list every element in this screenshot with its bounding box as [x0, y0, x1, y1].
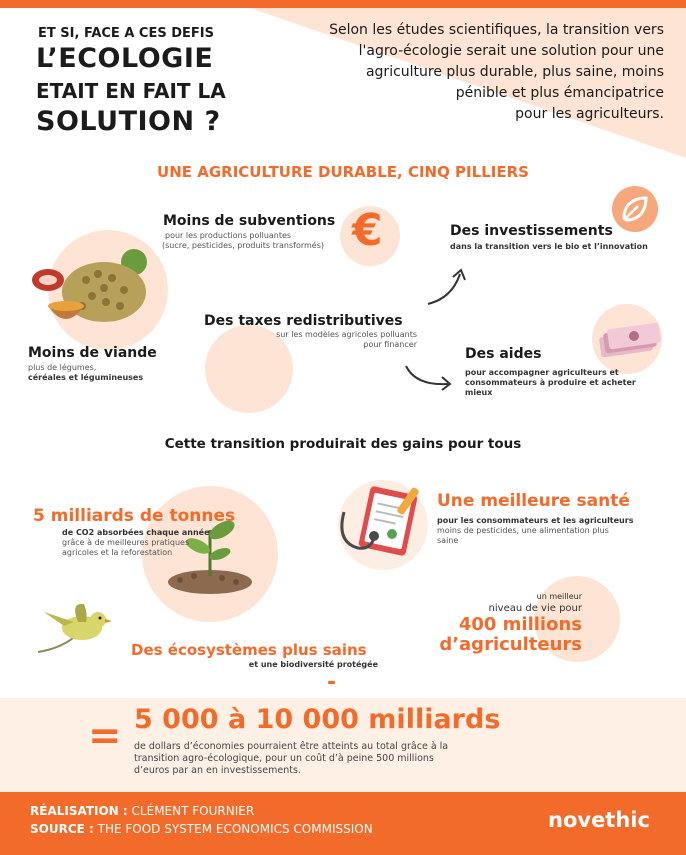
realisation-value: CLÉMENT FOURNIER: [131, 804, 255, 818]
header-intro: [264, 20, 664, 125]
sante-line3: saine: [437, 536, 459, 545]
realisation-label: RÉALISATION :: [30, 804, 128, 818]
header-title-line1: L’ECOLOGIE: [36, 43, 214, 74]
source-label: SOURCE :: [30, 822, 94, 836]
co2-line2: grâce à de meilleures pratiques: [62, 538, 190, 547]
sante-line1: pour les consommateurs et les agriculteurs: [437, 516, 634, 525]
header-title-line2: ETAIT EN FAIT LA: [36, 79, 226, 103]
total-amount: 5 000 à 10 000 milliards: [134, 704, 501, 735]
viande-line2: céréales et légumineuses: [28, 373, 144, 382]
total-line: d’euros par an en investissements.: [134, 765, 301, 776]
aides-line1: pour accompagner agriculteurs et: [465, 368, 619, 377]
header-kicker: ET SI, FACE A CES DEFIS: [38, 26, 214, 41]
total-line: de dollars d’économies pourraient être atteints au total grâce à la: [134, 741, 449, 752]
niveau-line1: un meilleur: [536, 592, 582, 601]
sante-title: Une meilleure santé: [437, 491, 630, 511]
investissements-line1: dans la transition vers le bio et l’innovation: [450, 242, 648, 251]
taxes-line2: pour financer: [363, 340, 417, 349]
subventions-line1: pour les productions polluantes: [165, 231, 292, 240]
novethic-logo: novethic: [548, 808, 650, 832]
co2-line1: de CO2 absorbées chaque année: [62, 528, 210, 537]
total-line: transition agro-écologique, pour un coût d’à peine 500 millions: [134, 753, 434, 764]
gains-heading: Cette transition produirait des gains pour tous: [164, 436, 522, 452]
arrow-up-icon: [420, 262, 480, 312]
niveau-value-line2: d’agriculteurs: [439, 634, 582, 655]
aides-line3: mieux: [465, 388, 493, 397]
banknotes-icon: [596, 316, 662, 362]
medical-icon: [330, 482, 430, 572]
niveau-line2: niveau de vie pour: [488, 603, 582, 614]
source-value: THE FOOD SYSTEM ECONOMICS COMMISSION: [97, 822, 373, 836]
euro-icon: €: [352, 205, 383, 256]
leaf-icon: [612, 186, 658, 232]
intro-line: Selon les études scientifiques, la transition vers: [329, 22, 664, 38]
aides-line2: consommateurs à produire et acheter: [465, 378, 636, 387]
taxes-title: Des taxes redistributives: [204, 313, 403, 329]
co2-line3: agricoles et la reforestation: [62, 548, 173, 557]
taxes-line1: sur les modèles agricoles polluants: [276, 330, 417, 339]
pillars-heading: UNE AGRICULTURE DURABLE, CINQ PILLIERS: [157, 163, 529, 181]
subventions-line2: (sucre, pesticides, produits transformés): [162, 241, 325, 250]
minus-sign: -: [327, 670, 337, 695]
leaf-shape: [612, 186, 658, 232]
aides-title: Des aides: [465, 346, 542, 362]
co2-title: 5 milliards de tonnes: [33, 506, 236, 526]
intro-line: pour les agriculteurs.: [515, 106, 664, 122]
ecosystemes-line1: et une biodiversité protégée: [248, 660, 378, 669]
intro-line: agriculture plus durable, plus saine, moins: [365, 64, 664, 80]
intro-line: l'agro-écologie serait une solution pour une: [358, 43, 664, 59]
viande-title: Moins de viande: [28, 345, 157, 361]
investissements-title: Des investissements: [450, 223, 613, 239]
equals-sign: =: [88, 713, 122, 759]
niveau-value-line1: 400 millions: [458, 614, 582, 635]
ecosystemes-title: Des écosystèmes plus sains: [131, 641, 367, 659]
total-text: [134, 741, 448, 777]
bird-icon: [34, 598, 114, 664]
food-icon: [26, 240, 176, 335]
sante-line2: moins de pesticides, une alimentation plus: [437, 526, 609, 535]
header-title-line3: SOLUTION ?: [36, 106, 221, 137]
intro-line: pénible et plus émancipatrice: [455, 85, 664, 101]
subventions-title: Moins de subventions: [163, 213, 336, 229]
arrow-down-icon: [400, 360, 460, 395]
viande-line1: plus de légumes,: [28, 363, 97, 372]
top-bar: [0, 0, 686, 8]
footer-realisation: [30, 804, 254, 818]
footer-source: [30, 822, 373, 836]
